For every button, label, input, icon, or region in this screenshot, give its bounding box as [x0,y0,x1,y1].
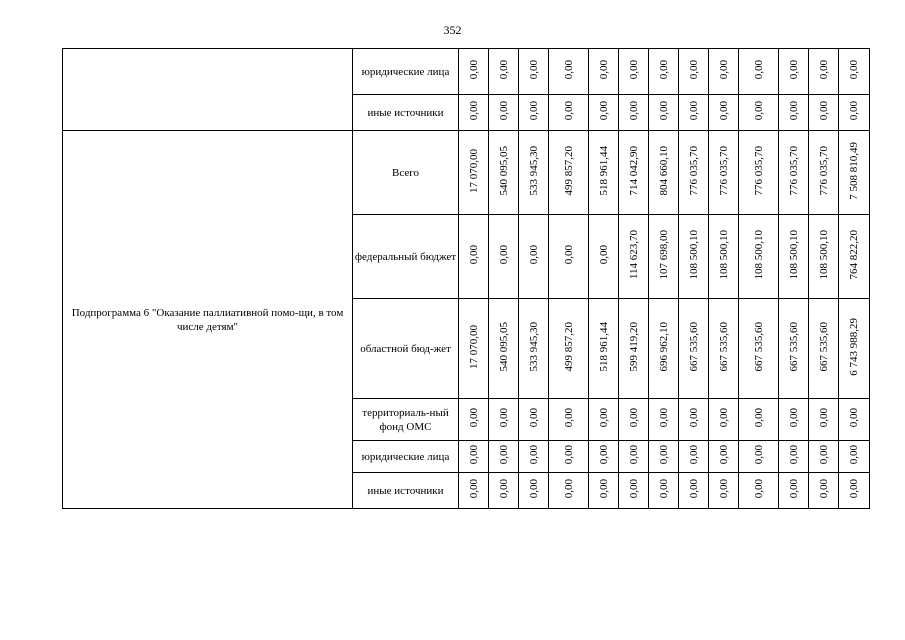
value-text: 0,00 [527,60,540,80]
value-cell [809,473,839,509]
value-text: 0,00 [657,479,670,499]
value-text: 107 698,00 [657,230,670,280]
value-text: 0,00 [848,60,860,80]
value-cell [809,131,839,215]
budget-table [62,48,870,509]
value-text: 0,00 [657,445,670,465]
program-cell [63,49,353,131]
value-text: 0,00 [562,245,575,265]
value-cell [489,299,519,399]
value-text: 696 962,10 [657,322,670,372]
value-cell [589,299,619,399]
value-cell [519,441,549,473]
value-cell [589,49,619,95]
value-text: 0,00 [627,408,640,428]
value-cell [739,473,779,509]
value-cell [709,95,739,131]
value-text: 0,00 [687,101,700,121]
value-cell [839,95,870,131]
value-cell [619,473,649,509]
value-cell [839,399,870,441]
value-text: 533 945,30 [527,146,540,196]
value-cell [519,49,549,95]
value-cell [459,399,489,441]
value-text: 0,00 [752,445,765,465]
value-text: 0,00 [657,101,670,121]
value-text: 0,00 [597,60,610,80]
value-cell [779,473,809,509]
value-text: 114 623,70 [627,230,640,280]
value-text: 108 500,10 [687,230,700,280]
funding-source-label: иные источники [353,95,459,131]
funding-source-label: областной бюд-жет [353,299,459,399]
value-cell [459,299,489,399]
value-text: 667 535,60 [787,322,800,372]
value-cell [549,441,589,473]
value-text: 0,00 [497,60,510,80]
funding-source-label: юридические лица [353,49,459,95]
value-cell [459,215,489,299]
value-text: 776 035,70 [687,146,700,196]
value-text: 0,00 [848,408,860,428]
value-text: 0,00 [597,479,610,499]
value-cell [839,215,870,299]
value-cell [489,399,519,441]
value-text: 0,00 [527,245,540,265]
value-text: 0,00 [687,60,700,80]
value-cell [519,399,549,441]
value-cell [779,441,809,473]
value-text: 667 535,60 [752,322,765,372]
value-text: 518 961,44 [597,146,610,196]
value-text: 0,00 [562,445,575,465]
subprogram-title: Подпрограмма 6 "Оказание паллиативной помо-щи, в том числе детям" [63,131,353,509]
value-cell [519,215,549,299]
value-cell [459,473,489,509]
value-cell [709,399,739,441]
value-cell [709,49,739,95]
value-cell [679,299,709,399]
value-cell [549,215,589,299]
value-cell [809,95,839,131]
value-text: 0,00 [497,245,510,265]
value-cell [489,95,519,131]
value-cell [619,441,649,473]
value-cell [709,131,739,215]
value-cell [619,299,649,399]
value-cell [809,49,839,95]
funding-source-label: юридические лица [353,441,459,473]
value-text: 667 535,60 [687,322,700,372]
value-text: 0,00 [527,445,540,465]
value-cell [679,399,709,441]
value-text: 776 035,70 [787,146,800,196]
value-text: 804 660,10 [657,146,670,196]
value-text: 0,00 [787,445,800,465]
value-text: 0,00 [687,408,700,428]
funding-source-label: территориаль-ный фонд ОМС [353,399,459,441]
value-text: 0,00 [467,408,480,428]
value-cell [619,399,649,441]
value-text: 0,00 [752,408,765,428]
value-text: 499 857,20 [562,146,575,196]
value-text: 17 070,00 [467,325,480,369]
value-cell [589,441,619,473]
value-text: 0,00 [627,479,640,499]
value-text: 776 035,70 [752,146,765,196]
value-cell [589,131,619,215]
value-cell [739,215,779,299]
value-text: 0,00 [497,408,510,428]
value-cell [489,473,519,509]
value-cell [489,131,519,215]
value-cell [549,399,589,441]
value-text: 0,00 [597,101,610,121]
value-cell [619,131,649,215]
value-text: 533 945,30 [527,322,540,372]
value-cell [649,299,679,399]
value-cell [549,95,589,131]
value-text: 0,00 [657,408,670,428]
value-cell [809,299,839,399]
value-cell [519,131,549,215]
value-text: 776 035,70 [717,146,730,196]
value-cell [709,299,739,399]
value-cell [649,215,679,299]
value-text: 518 961,44 [597,322,610,372]
value-cell [839,49,870,95]
value-text: 0,00 [527,479,540,499]
value-cell [519,299,549,399]
value-text: 6 743 988,29 [848,318,860,376]
value-cell [679,215,709,299]
value-cell [649,399,679,441]
value-cell [489,215,519,299]
value-text: 0,00 [627,445,640,465]
value-cell [709,441,739,473]
value-cell [519,95,549,131]
value-cell [619,49,649,95]
funding-source-label: федеральный бюджет [353,215,459,299]
value-text: 0,00 [717,479,730,499]
value-text: 776 035,70 [817,146,830,196]
value-cell [709,473,739,509]
value-text: 0,00 [597,245,610,265]
value-cell [839,299,870,399]
value-text: 764 822,20 [848,230,860,280]
value-cell [739,131,779,215]
value-cell [809,441,839,473]
value-cell [779,215,809,299]
value-text: 0,00 [627,60,640,80]
value-text: 0,00 [817,101,830,121]
value-text: 17 070,00 [467,149,480,193]
value-text: 108 500,10 [717,230,730,280]
value-text: 599 419,20 [627,322,640,372]
value-cell [619,95,649,131]
value-cell [679,473,709,509]
value-cell [739,399,779,441]
value-cell [679,95,709,131]
value-cell [739,441,779,473]
value-cell [809,215,839,299]
value-text: 0,00 [817,479,830,499]
value-cell [679,49,709,95]
value-cell [739,49,779,95]
value-text: 0,00 [467,101,480,121]
value-text: 0,00 [817,60,830,80]
value-cell [549,131,589,215]
value-text: 0,00 [562,479,575,499]
value-cell [709,215,739,299]
value-text: 0,00 [848,101,860,121]
value-text: 0,00 [497,445,510,465]
value-text: 0,00 [752,479,765,499]
value-cell [489,49,519,95]
value-cell [459,131,489,215]
value-cell [549,299,589,399]
value-cell [589,473,619,509]
value-text: 0,00 [687,445,700,465]
value-cell [619,215,649,299]
value-text: 0,00 [717,101,730,121]
value-text: 0,00 [467,245,480,265]
value-text: 108 500,10 [752,230,765,280]
value-cell [839,473,870,509]
value-text: 0,00 [817,445,830,465]
value-cell [519,473,549,509]
value-cell [459,441,489,473]
value-cell [649,441,679,473]
value-text: 714 042,90 [627,146,640,196]
value-text: 0,00 [497,479,510,499]
table-row [63,131,870,215]
value-text: 0,00 [657,60,670,80]
value-cell [739,95,779,131]
value-cell [589,215,619,299]
value-cell [589,399,619,441]
value-text: 0,00 [467,60,480,80]
value-text: 0,00 [527,101,540,121]
value-text: 667 535,60 [717,322,730,372]
value-cell [549,49,589,95]
value-cell [679,131,709,215]
value-text: 540 095,05 [497,322,510,372]
value-text: 0,00 [848,479,860,499]
funding-source-label: иные источники [353,473,459,509]
value-text: 0,00 [787,479,800,499]
value-cell [649,95,679,131]
value-text: 540 095,05 [497,146,510,196]
value-cell [649,49,679,95]
value-text: 0,00 [627,101,640,121]
value-text: 0,00 [717,445,730,465]
value-text: 0,00 [562,408,575,428]
value-cell [779,399,809,441]
value-text: 0,00 [787,101,800,121]
value-text: 0,00 [752,60,765,80]
value-text: 0,00 [597,408,610,428]
value-cell [839,131,870,215]
value-cell [649,131,679,215]
value-cell [589,95,619,131]
value-text: 0,00 [717,60,730,80]
value-cell [549,473,589,509]
value-text: 0,00 [467,479,480,499]
value-cell [739,299,779,399]
value-text: 108 500,10 [817,230,830,280]
value-cell [779,299,809,399]
value-cell [459,95,489,131]
value-text: 0,00 [717,408,730,428]
value-cell [779,131,809,215]
value-text: 499 857,20 [562,322,575,372]
value-cell [649,473,679,509]
value-cell [779,49,809,95]
value-text: 0,00 [817,408,830,428]
value-text: 0,00 [467,445,480,465]
value-text: 0,00 [848,445,860,465]
value-text: 0,00 [787,408,800,428]
value-cell [779,95,809,131]
value-text: 0,00 [787,60,800,80]
value-text: 7 508 810,49 [848,142,860,200]
value-text: 667 535,60 [817,322,830,372]
value-cell [679,441,709,473]
value-text: 108 500,10 [787,230,800,280]
value-text: 0,00 [562,101,575,121]
value-cell [809,399,839,441]
value-text: 0,00 [752,101,765,121]
funding-source-label: Всего [353,131,459,215]
value-text: 0,00 [527,408,540,428]
value-cell [839,441,870,473]
value-text: 0,00 [597,445,610,465]
value-cell [459,49,489,95]
value-text: 0,00 [497,101,510,121]
value-text: 0,00 [562,60,575,80]
value-text: 0,00 [687,479,700,499]
page-number: 352 [443,23,462,37]
value-cell [489,441,519,473]
table-row [63,49,870,95]
